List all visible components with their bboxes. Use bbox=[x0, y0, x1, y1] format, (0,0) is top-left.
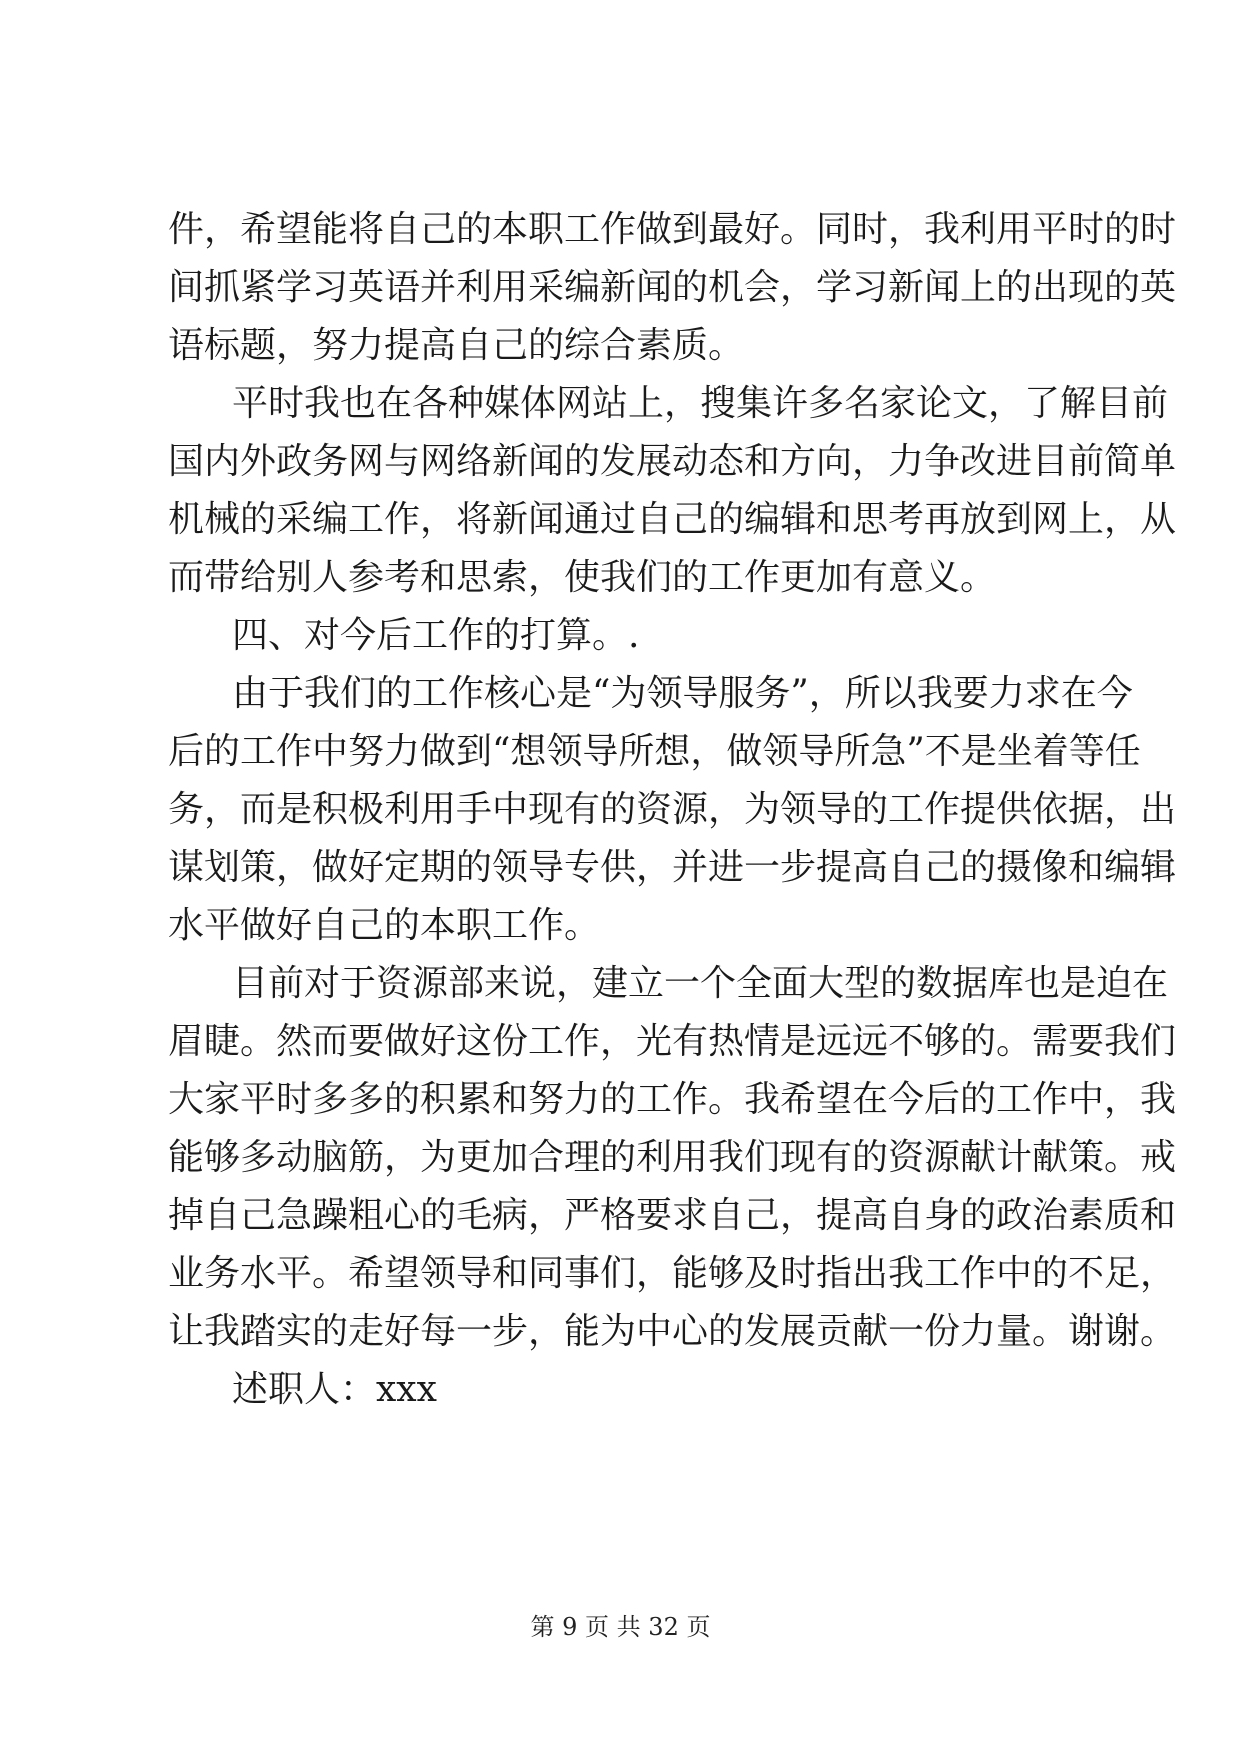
body-line: 眉睫。然而要做好这份工作，光有热情是远远不够的。需要我们 bbox=[168, 1021, 1177, 1062]
body-line: 间抓紧学习英语并利用采编新闻的机会，学习新闻上的出现的英 bbox=[168, 267, 1177, 308]
body-line: 业务水平。希望领导和同事们，能够及时指出我工作中的不足， bbox=[168, 1253, 1177, 1294]
body-line: 后的工作中努力做到“想领导所想，做领导所急”不是坐着等任 bbox=[168, 731, 1141, 772]
page-number: 第 9 页 共 32 页 bbox=[530, 1613, 711, 1641]
body-line: 而带给别人参考和思索，使我们的工作更加有意义。 bbox=[168, 557, 997, 598]
body-line: 国内外政务网与网络新闻的发展动态和方向，力争改进目前简单 bbox=[168, 441, 1177, 482]
body-line: 平时我也在各种媒体网站上，搜集许多名家论文，了解目前 bbox=[232, 383, 1169, 424]
body-line: 能够多动脑筋，为更加合理的利用我们现有的资源献计献策。戒 bbox=[168, 1137, 1177, 1178]
body-line: 水平做好自己的本职工作。 bbox=[168, 905, 601, 946]
section-heading: 四、对今后工作的打算。. bbox=[232, 615, 640, 656]
body-line: 由于我们的工作核心是“为领导服务”，所以我要力求在今 bbox=[232, 673, 1133, 714]
body-line: 务，而是积极利用手中现有的资源，为领导的工作提供依据，出 bbox=[168, 789, 1177, 830]
body-line: 语标题，努力提高自己的综合素质。 bbox=[168, 325, 745, 366]
body-line: 目前对于资源部来说，建立一个全面大型的数据库也是迫在 bbox=[232, 963, 1169, 1004]
body-line: 件，希望能将自己的本职工作做到最好。同时，我利用平时的时 bbox=[168, 209, 1177, 250]
body-line: 谋划策，做好定期的领导专供，并进一步提高自己的摄像和编辑 bbox=[168, 847, 1177, 888]
body-line: 掉自己急躁粗心的毛病，严格要求自己，提高自身的政治素质和 bbox=[168, 1195, 1177, 1236]
body-line: 机械的采编工作，将新闻通过自己的编辑和思考再放到网上，从 bbox=[168, 499, 1177, 540]
body-line: 大家平时多多的积累和努力的工作。我希望在今后的工作中，我 bbox=[168, 1079, 1177, 1120]
body-line: 让我踏实的走好每一步，能为中心的发展贡献一份力量。谢谢。 bbox=[168, 1311, 1177, 1352]
signature-line: 述职人：xxx bbox=[232, 1369, 437, 1410]
